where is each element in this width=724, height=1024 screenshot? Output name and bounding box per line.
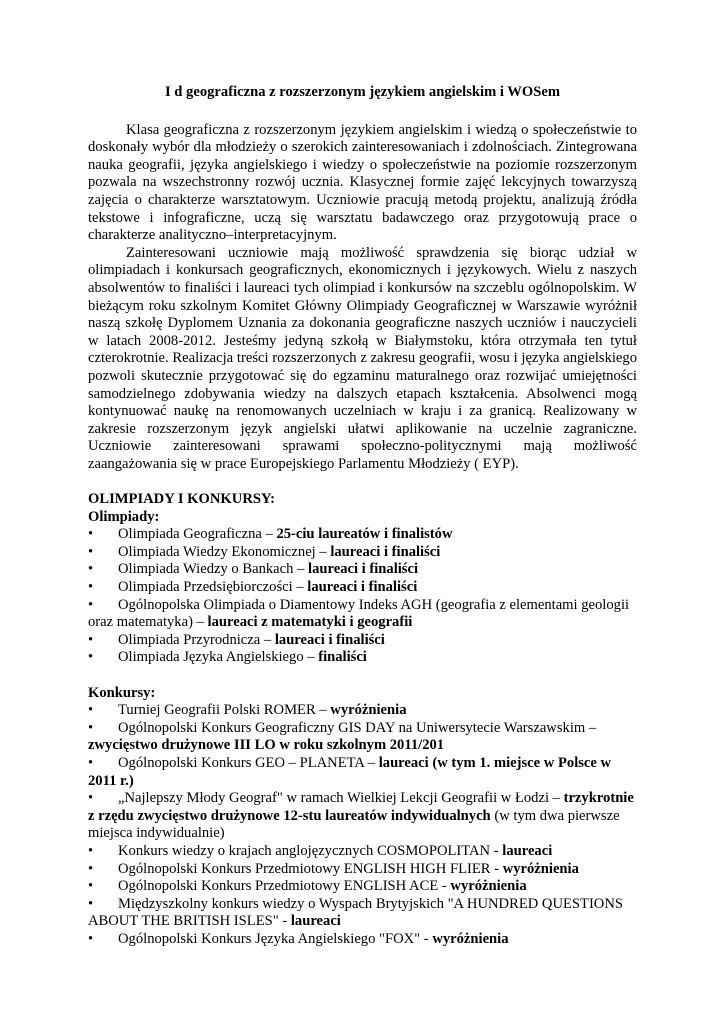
list-item-highlight: 25-ciu laureatów i finalistów (276, 526, 453, 543)
list-item-highlight: laureaci (502, 842, 553, 859)
konkursy-heading: Konkursy: (88, 684, 156, 701)
list-item (88, 843, 637, 861)
bullet-icon: • (88, 561, 94, 578)
list-item-text: Ogólnopolska Olimpiada o Diamentowy Indeks AGH (geografia z elementami geologii oraz matematyka) – (88, 596, 630, 631)
list-item-highlight: laureaci (290, 913, 341, 930)
list-item-text: Ogólnopolski Konkurs Przedmiotowy ENGLISH ACE - (118, 878, 451, 895)
bullet-icon: • (88, 895, 94, 912)
list-item-text: Ogólnopolski Konkurs Przedmiotowy ENGLISH HIGH FLIER - (118, 860, 503, 877)
bullet-icon: • (88, 631, 94, 648)
list-item (88, 755, 637, 790)
bullet-icon: • (88, 649, 94, 666)
konkursy-list (88, 702, 637, 948)
achievements-paragraph: Zainteresowani uczniowie mają możliwość sprawdzenia się biorąc udział w olimpiadach i konkursach geograficznych, ekonomicznych i językowych. Wielu z naszych absolwentów to finaliści i laureaci tych olimpiad i konkursów na szczeblu ogólnopolskim. W bieżącym roku szkolnym Komitet Główny Olimpiady Geograficznej w Warszawie wyróżnił naszą szkołę Dyplomem Uznania za dokonania geograficzne naszych uczniów i nauczycieli w latach 2008-2012. Jesteśmy jedyną szkołą w Białymstoku, która otrzymała ten tytuł czterokrotnie. Realizacja treści rozszerzonych z zakresu geografii, wosu i języka angielskiego pozwoli skutecznie przygotować się do egzaminu maturalnego oraz rozwijać umiejętności samodzielnego zdobywania wiedzy na dalszych etapach kształcenia. Absolwenci mogą kontynuować naukę na renomowanych uczelniach w kraju i za granicą. Realizowany w zakresie rozszerzonym język angielski ułatwi aplikowanie na uczelnie zagraniczne. Uczniowie zainteresowani sprawami społeczno-politycznymi mają możliwość zaangażowania się w prace Europejskiego Parlamentu Młodzieży ( EYP). (88, 244, 637, 472)
list-item-text: Olimpiada Wiedzy Ekonomicznej – (118, 543, 331, 560)
list-item (88, 702, 637, 720)
bullet-icon: • (88, 596, 94, 613)
list-item-text: Olimpiada Przedsiębiorczości – (118, 579, 308, 596)
bullet-icon: • (88, 719, 94, 736)
list-item-highlight: finaliści (318, 649, 367, 666)
bullet-icon: • (88, 526, 94, 543)
bullet-icon: • (88, 930, 94, 947)
bullet-icon: • (88, 860, 94, 877)
list-item-text: Olimpiada Języka Angielskiego – (118, 649, 319, 666)
list-item-text: Olimpiada Wiedzy o Bankach – (118, 561, 309, 578)
list-item-text: „Najlepszy Młody Geograf" w ramach Wielkiej Lekcji Geografii w Łodzi – (118, 790, 564, 807)
intro-paragraph: Klasa geograficzna z rozszerzonym językiem angielskim i wiedzą o społeczeństwie to doskonały wybór dla młodzieży o szerokich zainteresowaniach i zdolnościach. Zintegrowana nauka geografii, języka angielskiego i wiedzy o społeczeństwie na poziomie rozszerzonym pozwala na wszechstronny rozwój ucznia. Klasycznej formie zajęć lekcyjnych towarzyszą zajęcia o charakterze warsztatowym. Uczniowie pracują metodą projektu, analizują źródła tekstowe i infograficzne, uczą się warsztatu badawczego oraz przygotowują prace o charakterze analityczno–interpretacyjnym. (88, 121, 637, 244)
bullet-icon: • (88, 754, 94, 771)
list-item-highlight: laureaci z matematyki i geografii (207, 614, 413, 631)
list-item (88, 597, 637, 632)
bullet-icon: • (88, 579, 94, 596)
list-item-text: Olimpiada Geograficzna – (118, 526, 277, 543)
list-item (88, 720, 637, 755)
list-item (88, 632, 637, 650)
spacer (88, 473, 637, 491)
list-item-highlight: laureaci (w tym 1. miejsce w Polsce w 2011 r.) (88, 754, 612, 789)
bullet-icon: • (88, 878, 94, 895)
list-item-text: Konkurs wiedzy o krajach anglojęzycznych COSMOPOLITAN - (118, 842, 503, 859)
bullet-icon: • (88, 842, 94, 859)
list-item (88, 790, 637, 843)
bullet-icon: • (88, 702, 94, 719)
list-item-text: Ogólnopolski Konkurs Geograficzny GIS DAY na Uniwersytecie Warszawskim – (118, 719, 597, 736)
list-item (88, 878, 637, 896)
list-item-text: Ogólnopolski Konkurs Języka Angielskiego "FOX" - (118, 930, 433, 947)
list-item (88, 526, 637, 544)
section-heading: OLIMPIADY I KONKURSY: (88, 491, 276, 508)
document-title: I d geograficzna z rozszerzonym językiem angielskim i WOSem (164, 84, 561, 100)
list-item (88, 649, 637, 667)
list-item (88, 544, 637, 562)
list-item (88, 931, 637, 949)
list-item-highlight: laureaci i finaliści (274, 631, 385, 648)
list-item-highlight: laureaci i finaliści (307, 579, 418, 596)
list-item-text: Turniej Geografii Polski ROMER – (118, 702, 331, 719)
document-page (88, 84, 637, 949)
list-item-text: Ogólnopolski Konkurs GEO – PLANETA – (118, 754, 379, 771)
olimpiady-heading: Olimpiady: (88, 508, 160, 525)
spacer (88, 667, 637, 685)
list-item-highlight: wyróżnienia (450, 878, 527, 895)
list-item (88, 561, 637, 579)
list-item-highlight: wyróżnienia (502, 860, 579, 877)
list-item-note: (w tym dwa pierwsze miejsca indywidualnie) (88, 807, 620, 842)
list-item-text: Olimpiada Przyrodnicza – (118, 631, 275, 648)
list-item-highlight: zwycięstwo drużynowe III LO w roku szkolnym 2011/201 (88, 737, 445, 754)
list-item-highlight: wyróżnienia (330, 702, 407, 719)
list-item (88, 861, 637, 879)
list-item-highlight: laureaci i finaliści (308, 561, 419, 578)
bullet-icon: • (88, 790, 94, 807)
olimpiady-list (88, 526, 637, 667)
list-item (88, 579, 637, 597)
list-item (88, 896, 637, 931)
list-item-highlight: wyróżnienia (432, 930, 509, 947)
list-item-highlight: trzykrotnie z rzędu zwycięstwo drużynowe 12-stu laureatów indywidualnych (88, 790, 634, 824)
list-item-text: Międzyszkolny konkurs wiedzy o Wyspach Brytyjskich "A HUNDRED QUESTIONS ABOUT THE BRITISH ISLES" - (88, 895, 624, 930)
list-item-highlight: laureaci i finaliści (330, 543, 441, 560)
bullet-icon: • (88, 543, 94, 560)
